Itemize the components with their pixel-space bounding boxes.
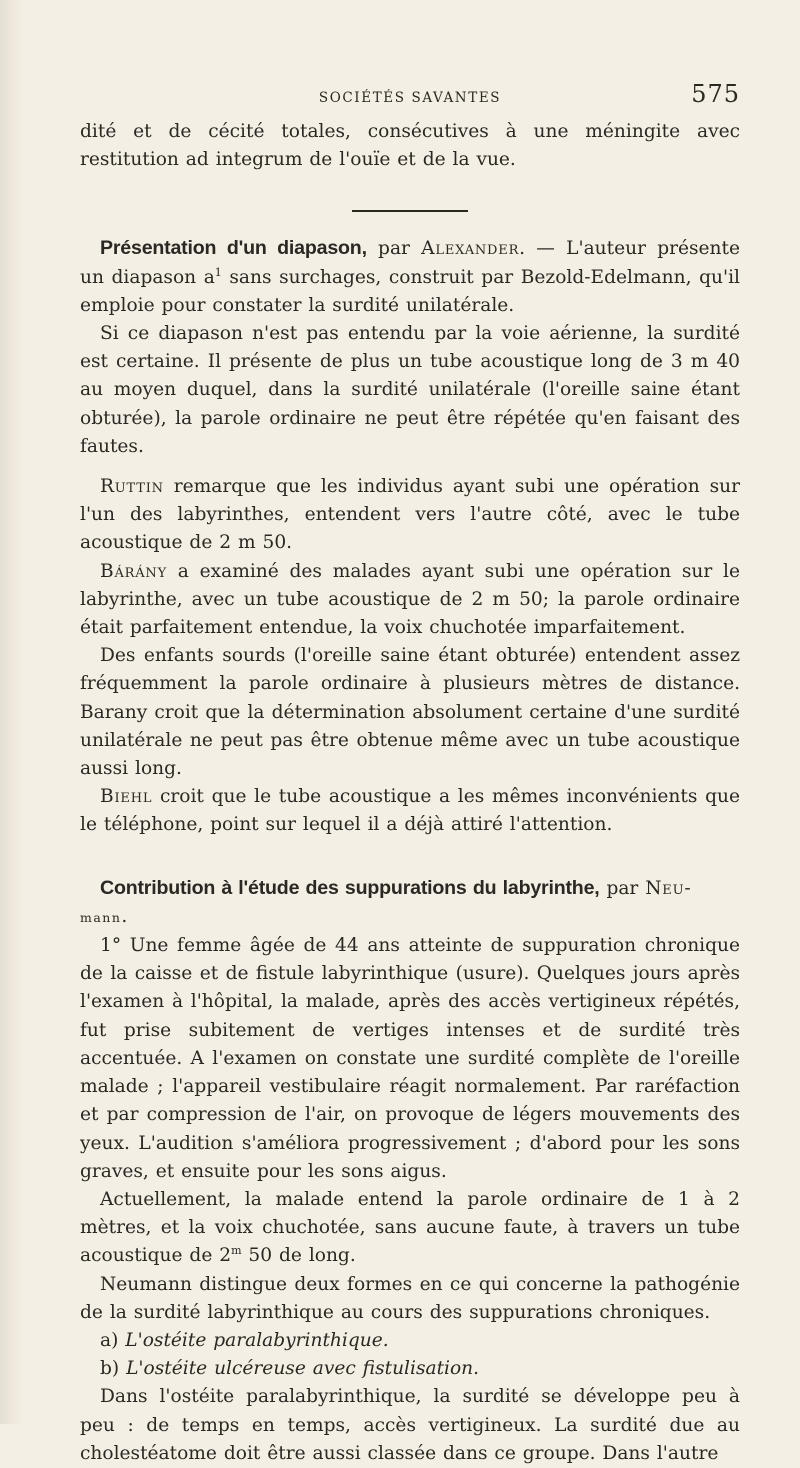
section1-p1-text: . — L'auteur présente un diapason a (80, 238, 740, 288)
speaker-biehl: Biehl (100, 786, 153, 808)
page-header (80, 78, 740, 118)
unit-superscript: m (231, 1244, 242, 1258)
speaker-barany: Bárány (100, 560, 167, 582)
ruttin-text: remarque que les individus ayant subi une opération sur l'un des labyrinthes, entendent vers l'autre côté, avec le tube acoustique de 2 m 50. (80, 476, 740, 554)
section2-p2-end: 50 de long. (241, 1245, 356, 1267)
page-number: 575 (691, 80, 740, 108)
page-binding-shadow (0, 0, 22, 1424)
section2-paragraph-4: Dans l'ostéite paralabyrinthique, la surdité se développe peu à peu : de temps en temps, accès vertigineux. La surdité due au cholestéatome doit être aussi classée dans ce groupe. Dans l'autre (80, 1386, 740, 1464)
list-item-a-label: a) (100, 1329, 126, 1351)
section2-paragraph-1: 1° Une femme âgée de 44 ans atteinte de suppuration chronique de la caisse et de fistule labyrinthique (usure). Quelques jours après l'examen à l'hôpital, la malade, après des accès vertigineux répétés, fut prise subitement de vertiges intenses et de surdité très accentuée. A l'examen on constate une surdité complète de l'oreille malade ; l'appareil vestibulaire réagit normalement. Par raréfaction et par compression de l'air, on provoque de légers mouvements des yeux. L'audition s'améliora progressivement ; d'abord pour les sons graves, et ensuite pour les sons aigus. (80, 935, 740, 1182)
section1-paragraph-children: Des enfants sourds (l'oreille saine étant obturée) entendent assez fréquemment la parole ordinaire à plusieurs mètres de distance. Barany croit que la détermination absolument certaine d'une surdité unilatérale ne peut pas être obtenue même avec un tube acoustique aussi long. (80, 645, 740, 780)
section1-author: Alexander (421, 238, 520, 260)
footnote-marker: 1 (214, 265, 222, 279)
list-item-a-text: L'ostéite paralabyrinthique. (125, 1329, 389, 1351)
biehl-text: croit que le tube acoustique a les mêmes inconvénients que le téléphone, point sur lequel il a déjà attiré l'attention. (80, 786, 740, 836)
intro-paragraph: dité et de cécité totales, consécutives à une méningite avec restitution ad integrum de l'ouïe et de la vue. (80, 121, 740, 171)
section2-paragraph-3: Neumann distingue deux formes en ce qui concerne la pathogénie de la surdité labyrinthique au cours des suppurations chroniques. (80, 1273, 740, 1323)
section2-by: par (599, 877, 646, 899)
section1-p1-end: sans surchages, construit par Bezold-Edelmann, qu'il emploie pour constater la surdité unilatérale. (80, 266, 740, 316)
speaker-ruttin: Ruttin (100, 476, 164, 498)
running-head: SOCIÉTÉS SAVANTES (318, 90, 502, 106)
section2-author-part1: Neu- (645, 877, 692, 899)
section-gap (80, 840, 740, 874)
section1-paragraph-biehl (80, 783, 740, 839)
list-item-b-label: b) (100, 1358, 127, 1380)
section1-paragraph-ruttin (80, 473, 740, 558)
paragraph-gap (80, 461, 740, 473)
section2-paragraph-2 (80, 1186, 740, 1271)
section2-author-part2: mann (80, 909, 122, 925)
page (80, 78, 740, 1468)
section2-heading (80, 874, 740, 932)
list-item-a (80, 1327, 740, 1355)
section2-title: Contribution à l'étude des suppurations du labyrinthe, (100, 876, 600, 899)
section-divider (352, 210, 468, 212)
section2-author-end: . (121, 905, 128, 927)
section2-p2-text: Actuellement, la malade entend la parole ordinaire de 1 à 2 mètres, et la voix chuchotée, sans aucune faute, à travers un tube acoustique de 2 (80, 1188, 740, 1267)
list-item-b-text: L'ostéite ulcéreuse avec fistulisation. (126, 1358, 480, 1380)
section1-by: par (366, 238, 422, 260)
barany-text: a examiné des malades ayant subi une opération sur le labyrinthe, avec un tube acoustique de 2 m 50; la parole ordinaire était parfaitement entendue, la voix chuchotée imparfaitement. (80, 560, 740, 639)
section1-paragraph-1 (80, 234, 740, 320)
list-item-b (80, 1355, 740, 1383)
section1-title: Présentation d'un diapason, (100, 237, 367, 260)
section1-paragraph-2: Si ce diapason n'est pas entendu par la voie aérienne, la surdité est certaine. Il présente de plus un tube acoustique long de 3 m 40 au moyen duquel, dans la surdité unilatérale (l'oreille saine étant obturée), la parole ordinaire ne peut être répétée qu'en faisant des fautes. (80, 323, 740, 457)
section1-paragraph-barany (80, 558, 740, 643)
